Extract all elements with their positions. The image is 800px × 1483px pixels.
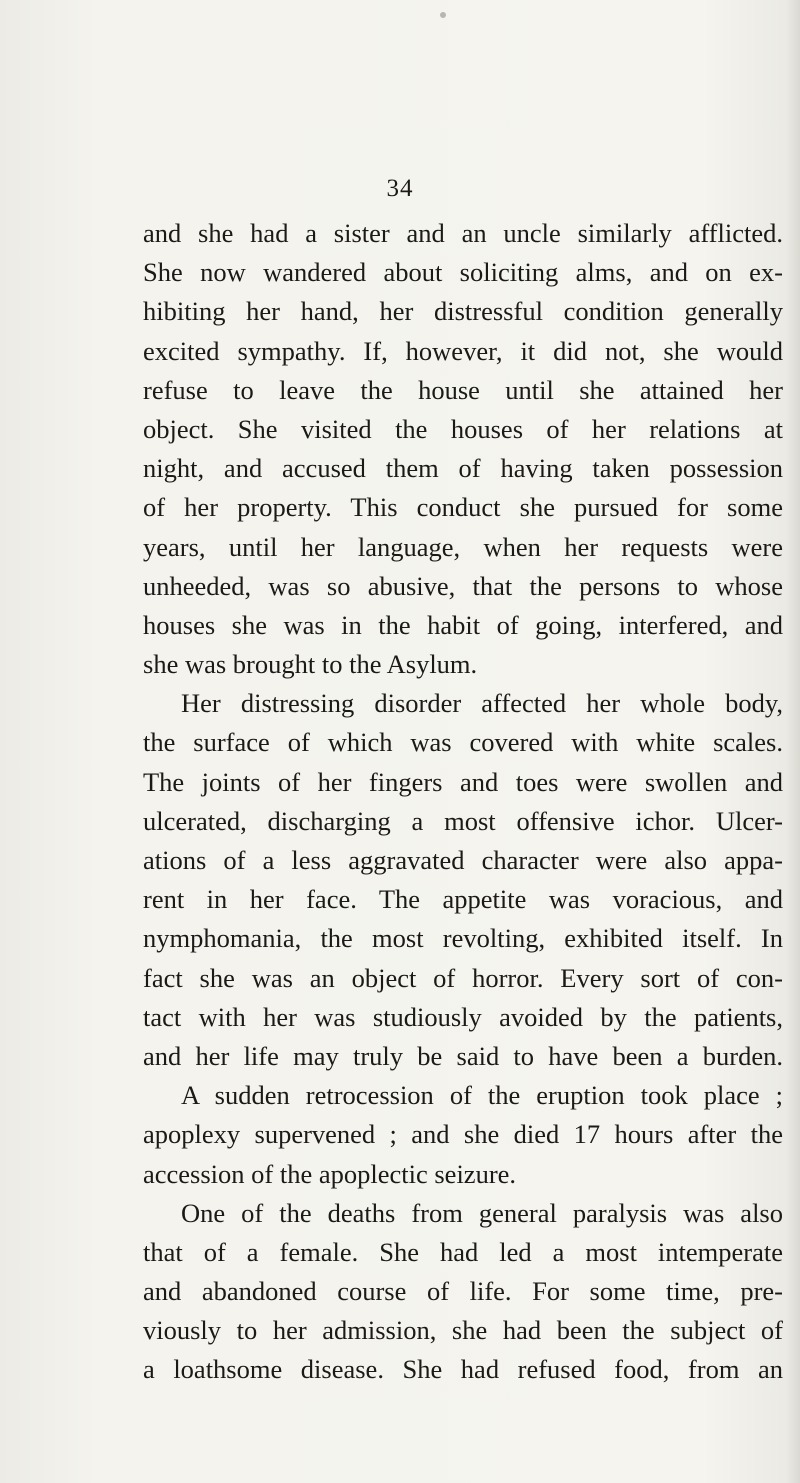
text-line: accession of the apoplectic seizure.: [143, 1158, 517, 1189]
text-line: Her distressing disorder affected her whole body,: [181, 688, 783, 719]
paper-speck: [440, 12, 446, 18]
text-line: viously to her admission, she had been the subject of: [143, 1315, 783, 1346]
body-text: [143, 214, 783, 1390]
text-line: years, until her language, when her requests were: [143, 531, 783, 562]
text-line: ulcerated, discharging a most offensive ichor. Ulcer-: [143, 805, 783, 836]
text-line: excited sympathy. If, however, it did not, she would: [143, 335, 783, 366]
text-line: and her life may truly be said to have been a burden.: [143, 1040, 783, 1071]
text-line: object. She visited the houses of her relations at: [143, 413, 783, 444]
text-line: of her property. This conduct she pursued for some: [143, 492, 783, 523]
text-line: and abandoned course of life. For some time, pre-: [143, 1276, 783, 1307]
text-line: that of a female. She had led a most intemperate: [143, 1236, 783, 1267]
text-line: a loathsome disease. She had refused food, from an: [143, 1354, 783, 1385]
text-line: She now wandered about soliciting alms, and on ex-: [143, 257, 783, 288]
text-line: tact with her was studiously avoided by the patients,: [143, 1001, 783, 1032]
text-line: rent in her face. The appetite was voracious, and: [143, 884, 783, 915]
text-line: One of the deaths from general paralysis was also: [181, 1197, 783, 1228]
text-line: The joints of her fingers and toes were swollen and: [143, 766, 783, 797]
text-line: she was brought to the Asylum.: [143, 649, 478, 680]
text-line: A sudden retrocession of the eruption took place ;: [181, 1080, 783, 1111]
text-line: ations of a less aggravated character were also appa-: [143, 845, 783, 875]
text-line: hibiting her hand, her distressful condition generally: [143, 296, 783, 327]
text-line: and she had a sister and an uncle similarly afflicted.: [143, 218, 783, 248]
text-line: nymphomania, the most revolting, exhibited itself. In: [143, 923, 783, 954]
text-line: fact she was an object of horror. Every sort of con-: [143, 962, 783, 993]
page-number: 34: [386, 175, 414, 202]
text-line: refuse to leave the house until she attained her: [143, 374, 783, 405]
text-line: apoplexy supervened ; and she died 17 hours after the: [143, 1119, 783, 1150]
text-line: unheeded, was so abusive, that the persons to whose: [143, 570, 783, 601]
text-line: night, and accused them of having taken possession: [143, 453, 783, 484]
text-line: houses she was in the habit of going, interfered, and: [143, 609, 783, 640]
text-line: the surface of which was covered with white scales.: [143, 727, 783, 758]
page-edge-shadow: [786, 0, 800, 1483]
